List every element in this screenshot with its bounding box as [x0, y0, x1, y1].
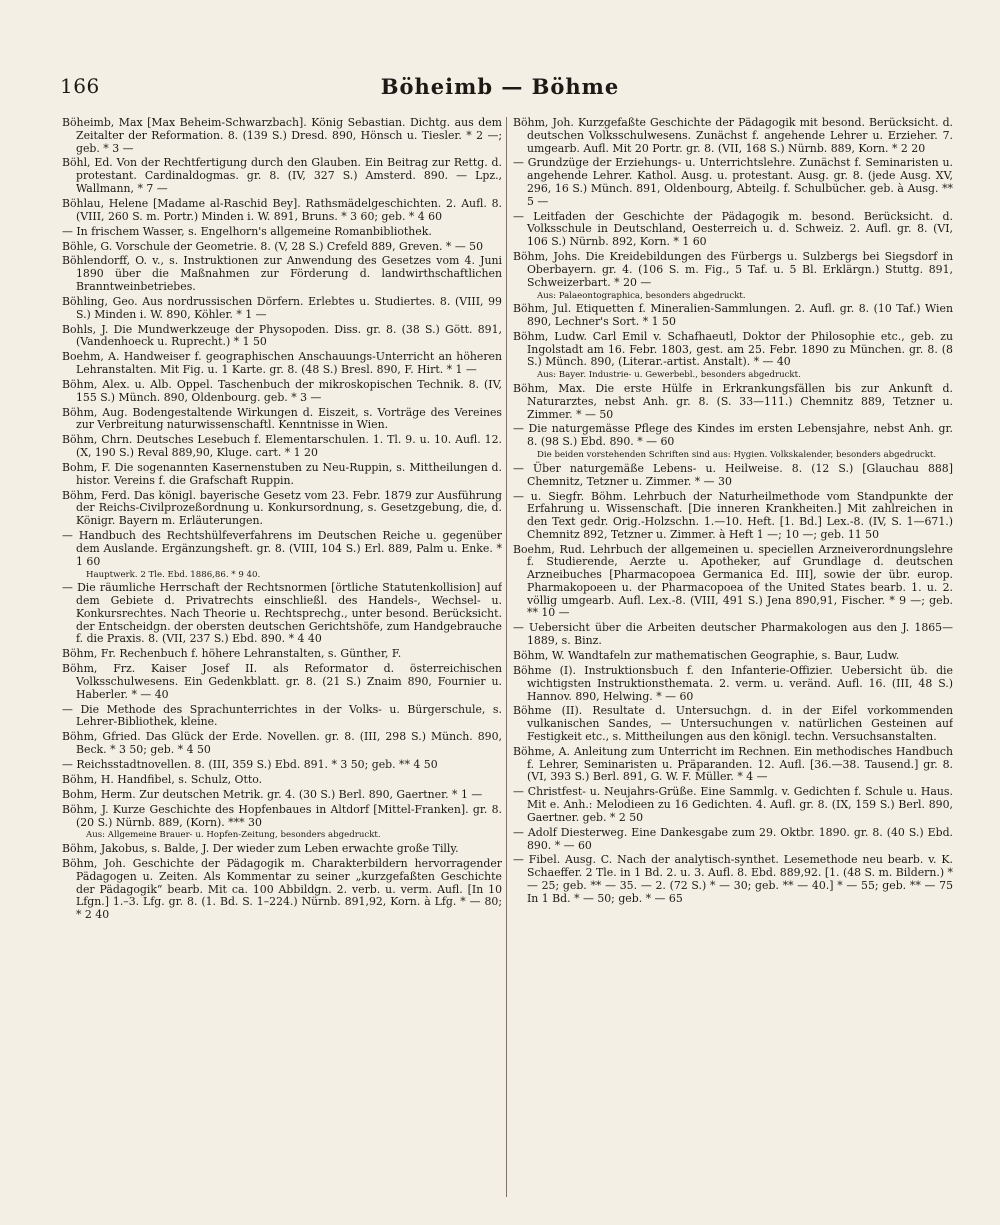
bibliography-entry: Böhlendorff, O. v., s. Instruktionen zur Anwendung des Gesetzes vom 4. Juni 1890 über die Maßnahmen zur Förderung d. landwirthschaftlichen Branntweinbetriebes.	[62, 254, 502, 293]
bibliography-entry: Böhme (II). Resultate d. Untersuchgn. d. in der Eifel vorkommenden vulkanischen Sandes, — Untersuchungen v. natürlichen Gesteinen auf Festigkeit etc., s. Mittheilungen aus den königl. techn. Versuchsanstalten.	[513, 704, 953, 743]
bibliography-entry: — Handbuch des Rechtshülfeverfahrens im Deutschen Reiche u. gegenüber dem Auslande. Ergänzungsheft. gr. 8. (VIII, 104 S.) Erl. 889, Palm u. Enke. * 1 60	[62, 529, 502, 568]
bibliography-entry: — Grundzüge der Erziehungs- u. Unterrichtslehre. Zunächst f. Seminaristen u. angehende Lehrer. Kathol. Ausg. u. protestant. Ausg. gr. 8. (jede Ausg. XV, 296, 16 S.) Münch. 891, Oldenbourg, Abteilg. f. Schulbücher. geb. à Ausg. ** 5 —	[513, 156, 953, 208]
bibliography-entry: Böhm, Alex. u. Alb. Oppel. Taschenbuch der mikroskopischen Technik. 8. (IV, 155 S.) Münch. 890, Oldenbourg. geb. * 3 —	[62, 377, 502, 404]
bibliography-entry: Boehm, Rud. Lehrbuch der allgemeinen u. speciellen Arzneiverordnungslehre f. Studierende, Aerzte u. Apotheker, auf Grundlage d. deutschen Arzneibuches [Pharmacopoea Germanica Ed. III], sowie der übr. europ. Pharmakopoeen u. der Pharmacopoea of the United States bearb. 1. u. 2. völlig umgearb. Aufl. Lex.-8. (VIII, 491 S.) Jena 890,91, Fischer. * 9 —; geb. ** 10 —	[513, 542, 953, 620]
bibliography-entry: — Die räumliche Herrschaft der Rechtsnormen [örtliche Statutenkollision] auf dem Gebiete d. Privatrechts einschließl. des Handels-, Wechsel- u. Konkursrechtes. Nach Theorie u. Rechtsprechg., unter besond. Berücksicht. der Entscheidgn. der obersten deutschen Gerichtshöfe, zum Handgebrauche f. die Praxis. 8. (VII, 237 S.) Ebd. 890. * 4 40	[62, 581, 502, 646]
entry-note: Hauptwerk. 2 Tle. Ebd. 1886,86. * 9 40.	[86, 569, 261, 580]
bibliography-entry: — Uebersicht über die Arbeiten deutscher Pharmakologen aus den J. 1865—1889, s. Binz.	[513, 621, 953, 648]
bibliography-entry: Böhm, Chrn. Deutsches Lesebuch f. Elementarschulen. 1. Tl. 9. u. 10. Aufl. 12. (X, 190 S.) Reval 889,90, Kluge. cart. * 1 20	[62, 433, 502, 460]
bibliography-entry: Böhm, Frz. Kaiser Josef II. als Reformator d. österreichischen Volksschulwesens. Ein Gedenkblatt. gr. 8. (21 S.) Znaim 890, Fournier u. Haberler. * — 40	[62, 662, 502, 701]
right-column	[513, 117, 953, 1197]
bibliography-entry: — Leitfaden der Geschichte der Pädagogik m. besond. Berücksicht. d. Volksschule in Deutschland, Oesterreich u. d. Schweiz. 2. Aufl. gr. 8. (VI, 106 S.) Nürnb. 892, Korn. * 1 60	[513, 209, 953, 249]
entry-note: Aus: Bayer. Industrie- u. Gewerbebl., besonders abgedruckt.	[537, 370, 801, 381]
running-head: Böheimb — Böhme	[380, 74, 620, 99]
bibliography-entry: Böhm, Gfried. Das Glück der Erde. Novellen. gr. 8. (III, 298 S.) Münch. 890, Beck. * 3 50; geb. * 4 50	[62, 730, 502, 756]
bibliography-entry: — Christfest- u. Neujahrs-Grüße. Eine Sammlg. v. Gedichten f. Schule u. Haus. Mit e. Anh.: Melodieen zu 16 Gedichten. 4. Aufl. gr. 8. (IX, 159 S.) Berl. 890, Gaertner. geb. * 2 50	[513, 785, 953, 824]
bibliography-entry: Böhm, Ludw. Carl Emil v. Schafhaeutl, Doktor der Philosophie etc., geb. zu Ingolstadt am 16. Febr. 1803, gest. am 25. Febr. 1890 zu München. gr. 8. (8 S.) Münch. 890, (Literar.-artist. Anstalt). * — 40	[513, 329, 953, 369]
column-divider	[506, 117, 507, 1197]
bibliography-entry: Bohm, F. Die sogenannten Kasernenstuben zu Neu-Ruppin, s. Mittheilungen d. histor. Vereins f. die Grafschaft Ruppin.	[62, 461, 502, 487]
bibliography-entry: Bohls, J. Die Mundwerkzeuge der Physopoden. Diss. gr. 8. (38 S.) Gött. 891, (Vandenhoeck u. Ruprecht.) * 1 50	[62, 322, 502, 349]
page-number: 166	[60, 74, 100, 98]
bibliography-entry: Böheimb, Max [Max Beheim-Schwarzbach]. König Sebastian. Dichtg. aus dem Zeitalter der Reformation. 8. (139 S.) Dresd. 890, Hönsch u. Tiesler. * 2 —; geb. * 3 —	[62, 117, 502, 155]
bibliography-entry: Böhm, Johs. Die Kreidebildungen des Fürbergs u. Sulzbergs bei Siegsdorf in Oberbayern. gr. 4. (106 S. m. Fig., 5 Taf. u. 5 Bl. Erklärgn.) Stuttg. 891, Schweizerbart. * 20 —	[513, 250, 953, 289]
bibliography-entry: — In frischem Wasser, s. Engelhorn's allgemeine Romanbibliothek.	[62, 224, 432, 238]
bibliography-entry: Bohm, Herm. Zur deutschen Metrik. gr. 4. (30 S.) Berl. 890, Gaertner. * 1 —	[62, 787, 483, 801]
bibliography-entry: Böhm, Joh. Geschichte der Pädagogik m. Charakterbildern hervorragender Pädagogen u. Zeiten. Als Kommentar zu seiner „kurzgefaßten Geschichte der Pädagogik“ bearb. Mit ca. 100 Abbildgn. 2. verb. u. verm. Aufl. [In 10 Lfgn.] 1.–3. Lfg. gr. 8. (1. Bd. S. 1–224.) Nürnb. 891,92, Korn. à Lfg. * — 80; * 2 40	[62, 857, 502, 922]
bibliography-entry: Böhme, A. Anleitung zum Unterricht im Rechnen. Ein methodisches Handbuch f. Lehrer, Seminaristen u. Präparanden. 12. Aufl. [36.—38. Tausend.] gr. 8. (VI, 393 S.) Berl. 891, G. W. F. Müller. * 4 —	[513, 744, 953, 784]
bibliography-entry: Böhle, G. Vorschule der Geometrie. 8. (V, 28 S.) Crefeld 889, Greven. * — 50	[62, 239, 484, 253]
bibliography-entry: — Fibel. Ausg. C. Nach der analytisch-synthet. Lesemethode neu bearb. v. K. Schaeffer. 2 Tle. in 1 Bd. 2. u. 3. Aufl. 8. Ebd. 889,92. [1. (48 S. m. Bildern.) * — 25; geb. ** — 35. — 2. (72 S.) * — 30; geb. ** — 40.] * — 55; geb. ** — 75 In 1 Bd. * — 50; geb. * — 65	[513, 853, 953, 905]
entry-note: Aus: Allgemeine Brauer- u. Hopfen-Zeitung, besonders abgedruckt.	[86, 830, 381, 841]
bibliography-entry: — Die naturgemässe Pflege des Kindes im ersten Lebensjahre, nebst Anh. gr. 8. (98 S.) Ebd. 890. * — 60	[513, 422, 953, 449]
bibliography-entry: Böhm, W. Wandtafeln zur mathematischen Geographie, s. Baur, Ludw.	[513, 649, 900, 663]
bibliography-entry: — Reichsstadtnovellen. 8. (III, 359 S.) Ebd. 891. * 3 50; geb. ** 4 50	[62, 757, 438, 771]
bibliography-entry: Böhlau, Helene [Madame al-Raschid Bey]. Rathsmädelgeschichten. 2. Aufl. 8. (VIII, 260 S. m. Portr.) Minden i. W. 891, Bruns. * 3 60; geb. * 4 60	[62, 196, 502, 223]
bibliography-entry: — Über naturgemäße Lebens- u. Heilweise. 8. (12 S.) [Glauchau 888] Chemnitz, Tetzner u. Zimmer. * — 30	[513, 461, 953, 488]
bibliography-entry: — Die Methode des Sprachunterrichtes in der Volks- u. Bürgerschule, s. Lehrer-Bibliothek, kleine.	[62, 702, 502, 729]
bibliography-entry: Böhm, Jul. Etiquetten f. Mineralien-Sammlungen. 2. Aufl. gr. 8. (10 Taf.) Wien 890, Lechner's Sort. * 1 50	[513, 302, 953, 328]
bibliography-entry: Böhm, J. Kurze Geschichte des Hopfenbaues in Altdorf [Mittel-Franken]. gr. 8. (20 S.) Nürnb. 889, (Korn). *** 30	[62, 802, 502, 829]
left-column	[62, 117, 502, 1197]
bibliography-entry: — u. Siegfr. Böhm. Lehrbuch der Naturheilmethode vom Standpunkte der Erfahrung u. Wissenschaft. [Die inneren Krankheiten.] Mit zahlreichen in den Text gedr. Orig.-Holzschn. 1.—10. Heft. [1. Bd.] Lex.-8. (IV, S. 1—671.) Chemnitz 892, Tetzner u. Zimmer. à Heft 1 —; 10 —; geb. 11 50	[513, 489, 953, 541]
bibliography-entry: Böhme (I). Instruktionsbuch f. den Infanterie-Offizier. Uebersicht üb. die wichtigsten Instruktionsthemata. 2. verm. u. veränd. Aufl. 16. (III, 48 S.) Hannov. 890, Helwing. * — 60	[513, 664, 953, 703]
entry-note: Aus: Palaeontographica, besonders abgedruckt.	[537, 290, 746, 301]
bibliography-entry: Böhm, H. Handfibel, s. Schulz, Otto.	[62, 772, 263, 786]
bibliography-entry: Böhm, Aug. Bodengestaltende Wirkungen d. Eiszeit, s. Vorträge des Vereines zur Verbreitung naturwissenschaftl. Kenntnisse in Wien.	[62, 405, 502, 432]
bibliography-entry: Böhm, Fr. Rechenbuch f. höhere Lehranstalten, s. Günther, F.	[62, 647, 402, 661]
bibliography-entry: — Adolf Diesterweg. Eine Dankesgabe zum 29. Oktbr. 1890. gr. 8. (40 S.) Ebd. 890. * — 60	[513, 825, 953, 852]
bibliography-entry: Böhm, Jakobus, s. Balde, J. Der wieder zum Leben erwachte große Tilly.	[62, 842, 459, 856]
bibliography-entry: Böhm, Ferd. Das königl. bayerische Gesetz vom 23. Febr. 1879 zur Ausführung der Reichs-Civilprozeßordnung u. Konkursordnung, s. Gesetzgebung, die, d. Königr. Bayern m. Erläuterungen.	[62, 488, 502, 528]
bibliography-entry: Boehm, A. Handweiser f. geographischen Anschauungs-Unterricht an höheren Lehranstalten. Mit Fig. u. 1 Karte. gr. 8. (48 S.) Bresl. 890, F. Hirt. * 1 —	[62, 350, 502, 376]
bibliography-entry: Böhm, Joh. Kurzgefaßte Geschichte der Pädagogik mit besond. Berücksicht. d. deutschen Volksschulwesens. Zunächst f. angehende Lehrer u. Erzieher. 7. umgearb. Aufl. Mit 20 Portr. gr. 8. (VII, 168 S.) Nürnb. 889, Korn. * 2 20	[513, 117, 953, 155]
bibliography-entry: Böhl, Ed. Von der Rechtfertigung durch den Glauben. Ein Beitrag zur Rettg. d. protestant. Cardinaldogmas. gr. 8. (IV, 327 S.) Amsterd. 890. — Lpz., Wallmann, * 7 —	[62, 156, 502, 195]
bibliography-entry: Böhm, Max. Die erste Hülfe in Erkrankungsfällen bis zur Ankunft d. Naturarztes, nebst Anh. gr. 8. (S. 33—111.) Chemnitz 889, Tetzner u. Zimmer. * — 50	[513, 382, 953, 421]
bibliography-entry: Böhling, Geo. Aus nordrussischen Dörfern. Erlebtes u. Studiertes. 8. (VIII, 99 S.) Minden i. W. 890, Köhler. * 1 —	[62, 294, 502, 321]
page-header	[60, 74, 940, 104]
entry-note: Die beiden vorstehenden Schriften sind aus: Hygien. Volkskalender, besonders abgedruckt.	[537, 450, 937, 461]
